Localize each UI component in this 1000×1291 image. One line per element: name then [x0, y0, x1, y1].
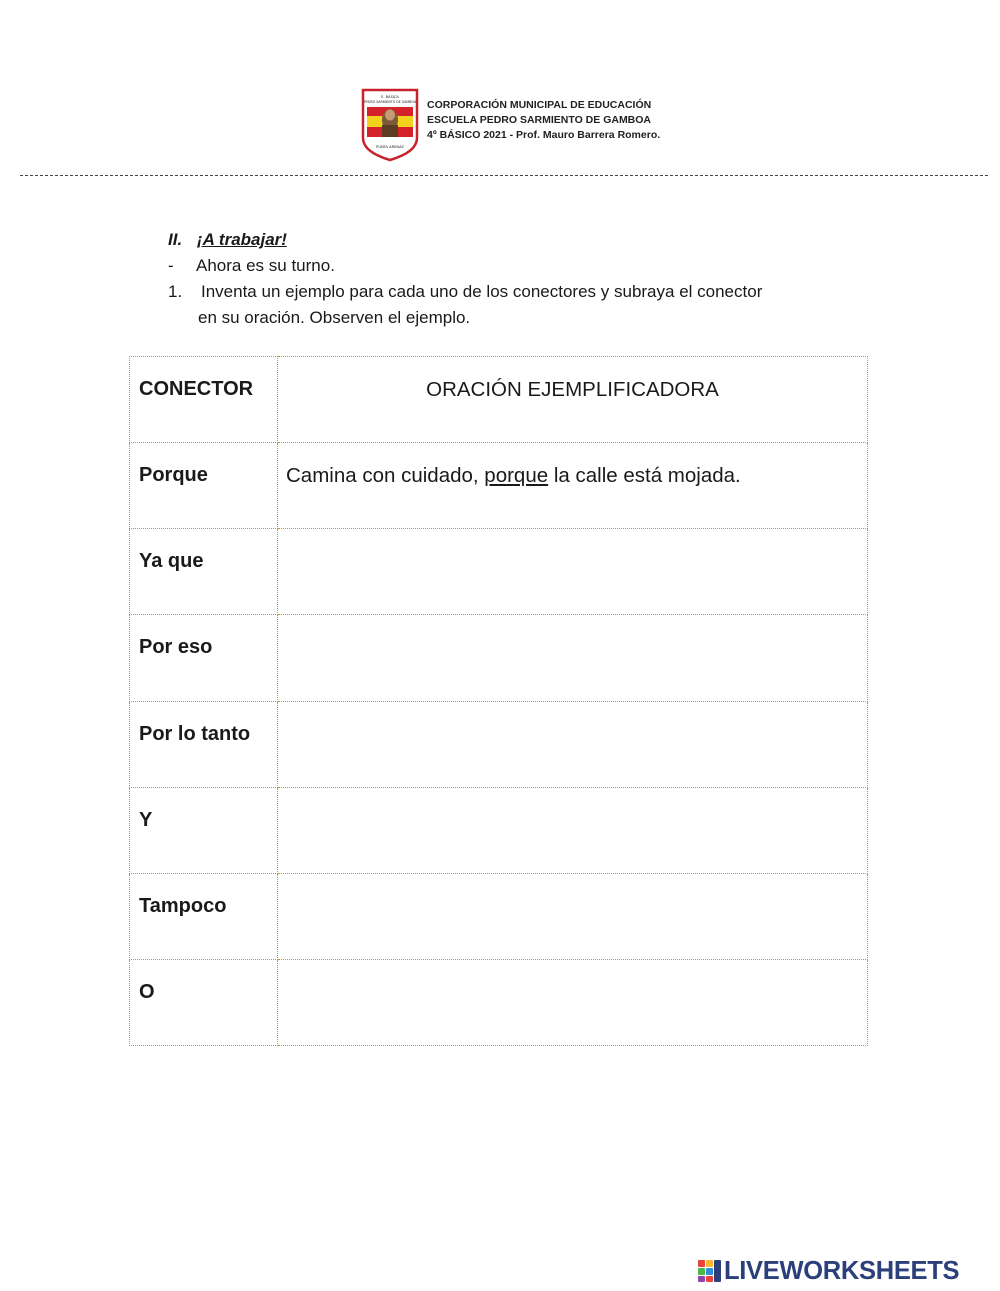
header-sentence: ORACIÓN EJEMPLIFICADORA — [278, 357, 868, 443]
dash-marker: - — [168, 256, 174, 275]
table-row — [130, 701, 868, 787]
header-text — [427, 98, 660, 143]
example-sentence — [278, 443, 868, 529]
example-sentence-end: la calle está mojada. — [548, 464, 741, 488]
connector-cell: Y — [130, 787, 278, 873]
instruction-line-1: Inventa un ejemplo para cada uno de los conectores y subraya el conector — [201, 282, 763, 301]
header-line-1: CORPORACIÓN MUNICIPAL DE EDUCACIÓN — [427, 99, 652, 111]
connectors-table — [129, 356, 868, 1046]
table-row — [130, 959, 868, 1045]
table-header-row — [130, 357, 868, 443]
item-number: 1. — [168, 282, 183, 301]
brand-name: LIVEWORKSHEETS — [724, 1257, 960, 1285]
connector-cell: Por lo tanto — [130, 701, 278, 787]
table-row — [130, 873, 868, 959]
instruction-line-2: en su oración. Observen el ejemplo. — [198, 308, 471, 327]
example-row — [130, 443, 868, 529]
example-connector: Porque — [130, 443, 278, 529]
sentence-answer-cell[interactable] — [278, 873, 868, 959]
school-crest-icon — [361, 88, 419, 162]
header-line-3: 4º BÁSICO 2021 - Prof. Mauro Barrera Romero. — [427, 129, 661, 141]
header-connector: CONECTOR — [130, 357, 278, 443]
dashed-divider — [20, 175, 988, 176]
table-row — [130, 529, 868, 615]
connector-cell: Tampoco — [130, 873, 278, 959]
table-row — [130, 787, 868, 873]
sentence-answer-cell[interactable] — [278, 529, 868, 615]
svg-text:E. BÁSICA: E. BÁSICA — [381, 95, 399, 99]
sentence-answer-cell[interactable] — [278, 615, 868, 701]
header-line-2: ESCUELA PEDRO SARMIENTO DE GAMBOA — [427, 114, 652, 126]
sentence-answer-cell[interactable] — [278, 701, 868, 787]
svg-text:PEDRO SARMIENTO DE GAMBOA: PEDRO SARMIENTO DE GAMBOA — [364, 100, 416, 104]
section-number: II. — [168, 230, 183, 249]
connector-cell: O — [130, 959, 278, 1045]
liveworksheets-logo-icon — [697, 1259, 723, 1283]
sentence-answer-cell[interactable] — [278, 787, 868, 873]
example-sentence-start: Camina con cuidado, — [286, 464, 485, 488]
sentence-answer-cell[interactable] — [278, 959, 868, 1045]
intro-text: Ahora es su turno. — [196, 256, 335, 275]
school-header — [361, 88, 721, 162]
svg-text:PUNTA ARENAS: PUNTA ARENAS — [376, 145, 404, 149]
example-underlined-connector: porque — [484, 464, 549, 488]
connector-cell: Ya que — [130, 529, 278, 615]
section-heading: ¡A trabajar! — [196, 230, 287, 249]
table-row — [130, 615, 868, 701]
connector-cell: Por eso — [130, 615, 278, 701]
section-title — [168, 230, 287, 250]
